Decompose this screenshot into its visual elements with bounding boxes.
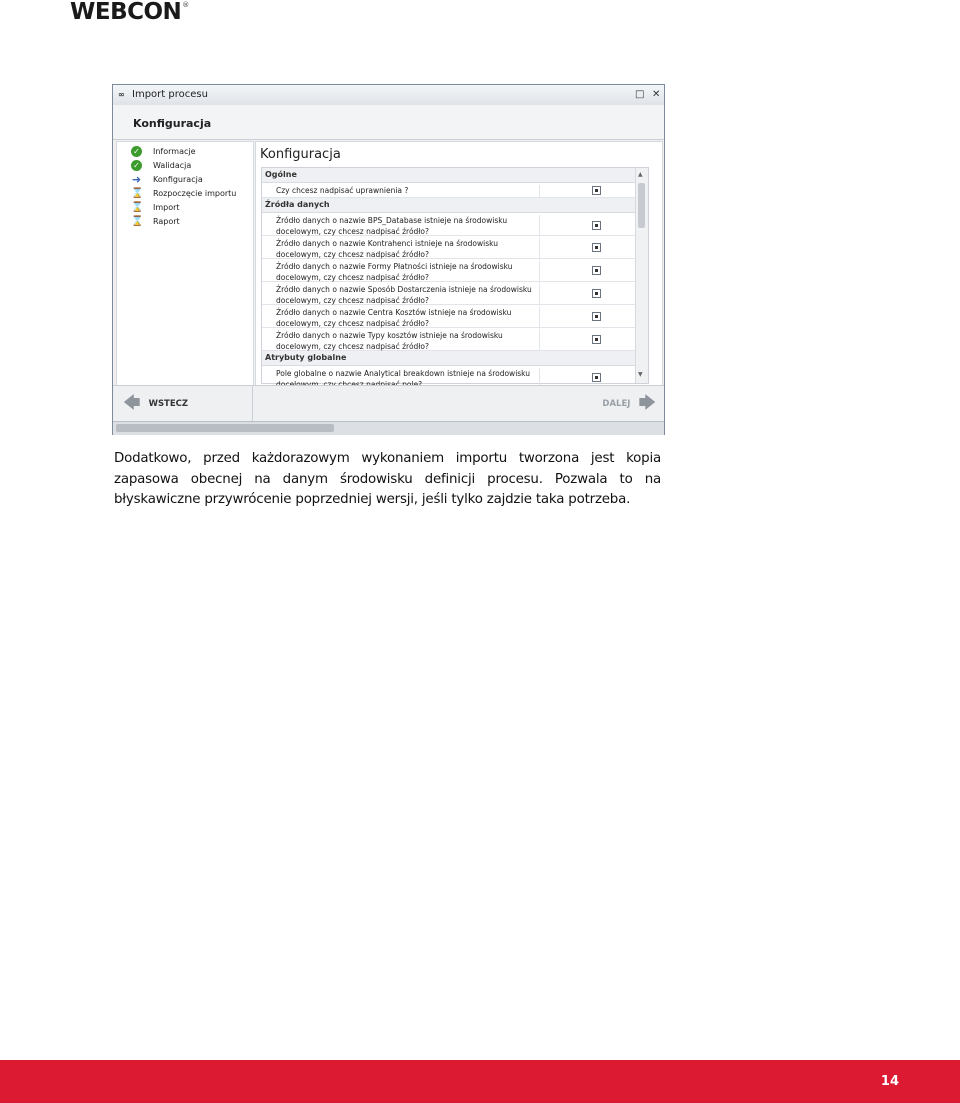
option-row xyxy=(262,282,648,305)
maximize-icon[interactable]: □ xyxy=(635,89,645,100)
check-icon: ✓ xyxy=(131,146,142,157)
option-checkbox[interactable] xyxy=(592,312,601,321)
webcon-logo xyxy=(70,0,189,24)
step-informacje[interactable] xyxy=(131,145,196,158)
step-walidacja[interactable] xyxy=(131,159,191,172)
group-header-atrybuty-globalne[interactable] xyxy=(262,351,648,366)
option-text: Czy chcesz nadpisać uprawnienia ? xyxy=(276,185,540,199)
option-row xyxy=(262,236,648,259)
option-checkbox[interactable] xyxy=(592,266,601,275)
scroll-thumb[interactable] xyxy=(638,183,645,228)
arrow-left-icon: 🡄 xyxy=(123,393,141,413)
option-row xyxy=(262,259,648,282)
option-row xyxy=(262,183,648,198)
scroll-down-icon[interactable]: ▼ xyxy=(638,371,643,378)
import-dialog-screenshot xyxy=(112,84,665,435)
option-checkbox[interactable] xyxy=(592,221,601,230)
registered-mark: ® xyxy=(182,1,190,9)
option-checkbox[interactable] xyxy=(592,186,601,195)
step-label: Informacje xyxy=(153,147,196,156)
hourglass-icon: ⌛ xyxy=(131,188,144,199)
group-header-zrodla-danych[interactable] xyxy=(262,198,648,213)
option-checkbox[interactable] xyxy=(592,335,601,344)
next-button[interactable] xyxy=(594,395,656,412)
option-text: Źródło danych o nazwie Kontrahenci istnieje na środowisku docelowym, czy chcesz nadpisać źródło? xyxy=(276,238,540,260)
webcon-logo-icon: ∞ xyxy=(118,90,125,99)
footer-divider xyxy=(252,386,253,422)
step-import[interactable] xyxy=(131,201,180,214)
header-title: Konfiguracja xyxy=(133,117,212,130)
hourglass-icon: ⌛ xyxy=(131,202,144,213)
vertical-scrollbar[interactable] xyxy=(635,168,648,383)
close-icon[interactable]: ✕ xyxy=(652,89,661,100)
option-text: Źródło danych o nazwie Formy Płatności istnieje na środowisku docelowym, czy chcesz nadpisać źródło? xyxy=(276,261,540,283)
option-checkbox[interactable] xyxy=(592,289,601,298)
logo-text: WEBCON xyxy=(70,0,182,25)
option-text: Źródło danych o nazwie BPS_Database istnieje na środowisku docelowym, czy chcesz nadpisać źródło? xyxy=(276,215,540,237)
group-label: Atrybuty globalne xyxy=(265,353,347,362)
hscroll-thumb[interactable] xyxy=(116,424,334,432)
back-label: WSTECZ xyxy=(148,398,189,409)
back-button[interactable] xyxy=(123,395,196,412)
step-konfiguracja[interactable] xyxy=(131,173,203,186)
body-paragraph: Dodatkowo, przed każdorazowym wykonaniem importu tworzona jest kopia zapasowa obecnej na danym środowisku definicji procesu. Pozwala to na błyskawiczne przywrócenie poprzedniej wersji, jeśli tylko zajdzie taka potrzeba. xyxy=(114,451,661,507)
dialog-header xyxy=(113,105,664,140)
option-text: Pole globalne o nazwie Analytical breakdown istnieje na środowisku xyxy=(276,368,540,390)
hourglass-icon: ⌛ xyxy=(131,216,144,227)
scroll-up-icon[interactable]: ▲ xyxy=(638,171,643,178)
option-row xyxy=(262,305,648,328)
check-icon: ✓ xyxy=(131,160,142,171)
page-footer-bar xyxy=(0,1060,960,1103)
option-row xyxy=(262,213,648,236)
arrow-right-icon: ➜ xyxy=(131,173,142,186)
step-label: Import xyxy=(153,203,180,212)
step-rozpoczecie-importu[interactable] xyxy=(131,187,236,200)
group-label: Ogólne xyxy=(265,170,297,179)
option-checkbox[interactable] xyxy=(592,243,601,252)
option-text: Źródło danych o nazwie Typy kosztów istnieje na środowisku docelowym, czy chcesz nadpisać źródło? xyxy=(276,330,540,352)
option-checkbox[interactable] xyxy=(592,373,601,382)
step-label: Konfiguracja xyxy=(153,175,203,184)
option-text: Źródło danych o nazwie Sposób Dostarczenia istnieje na środowisku docelowym, czy chcesz nadpisać źródło? xyxy=(276,284,540,306)
option-text: Źródło danych o nazwie Centra Kosztów istnieje na środowisku docelowym, czy chcesz nadpisać źródło? xyxy=(276,307,540,329)
step-label: Raport xyxy=(153,217,180,226)
group-label: Źródła danych xyxy=(265,200,330,209)
step-label: Walidacja xyxy=(153,161,192,170)
arrow-right-icon: 🡆 xyxy=(638,393,656,413)
option-row xyxy=(262,328,648,351)
horizontal-scrollbar[interactable] xyxy=(113,421,664,435)
dialog-footer xyxy=(113,385,664,422)
property-grid xyxy=(261,167,649,384)
step-raport[interactable] xyxy=(131,215,180,228)
dialog-title: Import procesu xyxy=(132,89,208,100)
next-label: DALEJ xyxy=(602,398,631,409)
group-header-ogolne[interactable] xyxy=(262,168,648,183)
dialog-titlebar xyxy=(113,85,664,106)
content-title: Konfiguracja xyxy=(260,147,341,162)
step-label: Rozpoczęcie importu xyxy=(153,189,237,198)
configuration-panel xyxy=(255,141,663,387)
page-number: 14 xyxy=(880,1074,899,1089)
wizard-steps xyxy=(116,141,254,387)
